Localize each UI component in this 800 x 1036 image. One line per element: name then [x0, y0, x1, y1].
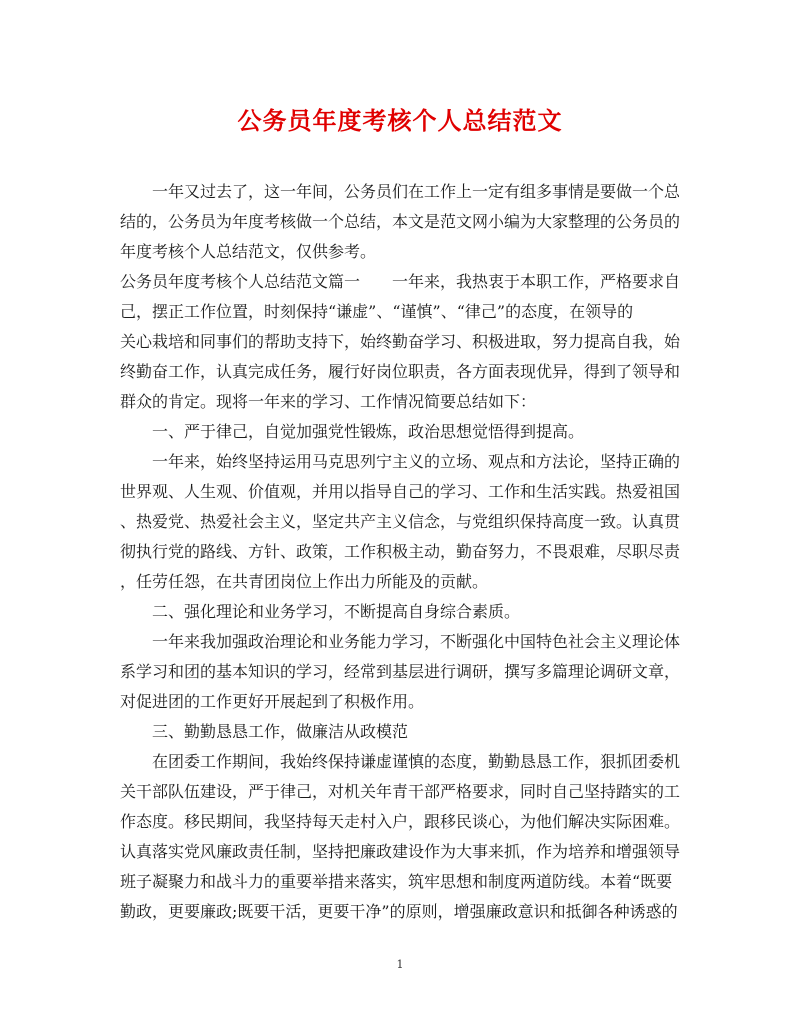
text-line: 对促进团的工作更好开展起到了积极作用。 — [120, 692, 425, 711]
text-line: 己，摆正工作位置，时刻保持“谦虚”、“谨慎”、“律己”的态度，在领导的 — [120, 302, 634, 321]
text-line: 终勤奋工作，认真完成任务，履行好岗位职责，各方面表现优异，得到了领导和 — [120, 362, 680, 381]
text-line: 系学习和团的基本知识的学习，经常到基层进行调研，撰写多篇理论调研文章， — [120, 662, 680, 681]
text-line: 作态度。移民期间，我坚持每天走村入户，跟移民谈心，为他们解决实际困难。 — [120, 812, 680, 831]
text-line: 三、勤勤恳恳工作，做廉洁从政模范 — [152, 722, 409, 741]
document-title: 公务员年度考核个人总结范文 — [237, 106, 563, 135]
text-line: 彻执行党的路线、方针、政策，工作积极主动，勤奋努力，不畏艰难，尽职尽责 — [120, 542, 680, 561]
text-line: 关心栽培和同事们的帮助支持下，始终勤奋学习、积极进取，努力提高自我，始 — [120, 332, 680, 351]
text-line: 认真落实党风廉政责任制，坚持把廉政建设作为大事来抓，作为培养和增强领导 — [120, 842, 680, 861]
text-line: 群众的肯定。现将一年来的学习、工作情况简要总结如下： — [120, 392, 537, 411]
text-line: 世界观、人生观、价值观，并用以指导自己的学习、工作和生活实践。热爱祖国 — [120, 482, 680, 501]
text-line: 结的，公务员为年度考核做一个总结，本文是范文网小编为大家整理的公务员的 — [120, 212, 680, 231]
text-line: 公务员年度考核个人总结范文篇一 一年来，我热衷于本职工作，严格要求自 — [120, 272, 680, 291]
text-line: 关干部队伍建设，严于律己，对机关年青干部严格要求，同时自己坚持踏实的工 — [120, 782, 680, 801]
text-line: 一年又过去了，这一年间，公务员们在工作上一定有组多事情是要做一个总 — [152, 182, 680, 201]
text-line: 班子凝聚力和战斗力的重要举措来落实，筑牢思想和制度两道防线。本着“既要 — [120, 872, 673, 891]
text-line: 二、强化理论和业务学习，不断提高自身综合素质。 — [152, 602, 521, 621]
text-line: 一年来我加强政治理论和业务能力学习，不断强化中国特色社会主义理论体 — [152, 632, 680, 651]
text-line: 一年来，始终坚持运用马克思列宁主义的立场、观点和方法论，坚持正确的 — [152, 452, 680, 471]
document-body — [120, 177, 680, 927]
text-line: 勤政，更要廉政;既要干活，更要干净”的原则，增强廉政意识和抵御各种诱惑的 — [120, 902, 678, 921]
page-number: 1 — [396, 958, 404, 971]
text-line: 、热爱党、热爱社会主义，坚定共产主义信念，与党组织保持高度一致。认真贯 — [120, 512, 680, 531]
text-line: 一、严于律己，自觉加强党性锻炼，政治思想觉悟得到提高。 — [152, 422, 585, 441]
text-line: 年度考核个人总结范文，仅供参考。 — [120, 242, 377, 261]
text-line: 在团委工作期间，我始终保持谦虚谨慎的态度，勤勤恳恳工作，狠抓团委机 — [152, 752, 680, 771]
text-line: ，任劳任怨，在共青团岗位上作出力所能及的贡献。 — [120, 572, 489, 591]
